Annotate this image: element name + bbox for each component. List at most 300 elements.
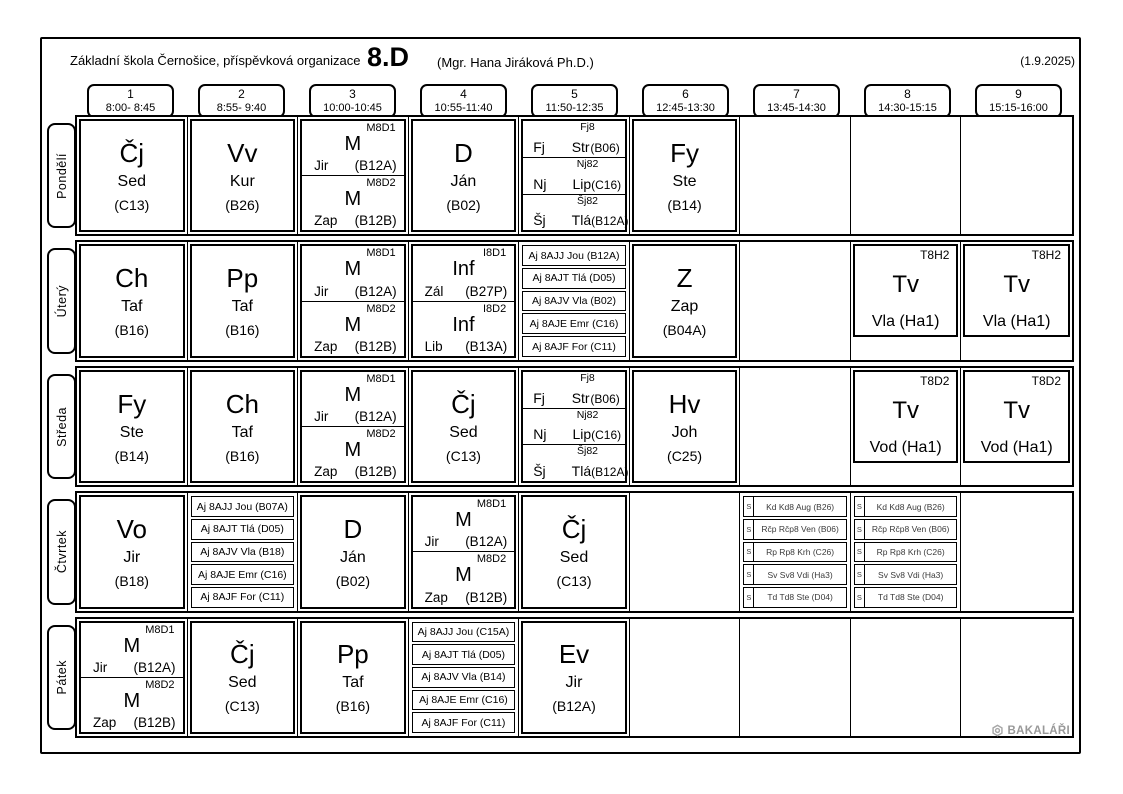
lesson-box (79, 119, 185, 232)
room-label: (B12A) (354, 283, 397, 299)
lesson-box (411, 370, 517, 483)
language-split-box (521, 119, 627, 232)
group-list-item: Aj 8AJF For (C11) (191, 587, 295, 608)
lesson-box (190, 244, 296, 357)
room-label: (B02) (335, 572, 370, 589)
timetable-cell (409, 493, 520, 610)
timetable-cell (77, 619, 188, 736)
room-label: (B12B) (354, 213, 397, 229)
group-half (413, 246, 515, 300)
period-header-cell (297, 84, 408, 118)
subject-label: Vv (227, 137, 258, 168)
room-label: (B12A) (354, 409, 397, 425)
timetable-cell (519, 368, 630, 485)
timetable-cell (630, 117, 741, 234)
subject-label: Inf (452, 313, 475, 336)
seminar-list-item (854, 519, 958, 540)
period-time: 13:45-14:30 (767, 102, 826, 114)
period-number: 1 (127, 87, 134, 101)
subject-label: Tv (892, 396, 919, 424)
subject-label: Fj (533, 389, 545, 406)
teacher-label: Ján (339, 548, 366, 566)
timetable-cell (740, 619, 851, 736)
seminar-list-item (743, 542, 847, 563)
teacher-label: Taf (231, 298, 253, 316)
teacher-label: Ján (450, 172, 477, 190)
class-title: 8.D (367, 42, 410, 72)
subject-label: Čj (230, 639, 255, 670)
room-label: (B16) (225, 322, 260, 339)
teacher-label: Sed (449, 423, 478, 441)
subject-label: Pp (336, 639, 369, 670)
group-label: I8D1 (482, 247, 507, 260)
subject-label: Inf (452, 258, 475, 281)
room-label: (B12A) (552, 698, 596, 715)
timetable-cell (409, 117, 520, 234)
timetable-cell (188, 493, 299, 610)
lesson-box (963, 370, 1070, 463)
subject-label: Šj (533, 463, 546, 480)
room-label: (B12A) (591, 214, 629, 229)
period-number: 7 (793, 87, 800, 101)
period-header (864, 84, 951, 118)
teacher-label: Lip (572, 426, 592, 443)
teacher-label: Sed (228, 674, 257, 692)
day-name: Středa (54, 406, 69, 447)
lesson-split-box (300, 244, 406, 357)
subject-label: Nj (533, 426, 547, 443)
subject-label: M (123, 689, 141, 712)
timetable-cell (740, 242, 851, 359)
room-label: (C13) (224, 698, 260, 715)
lesson-box (79, 370, 185, 483)
room-label: (C16) (591, 428, 622, 443)
group-list-box (411, 621, 517, 734)
room-label: (B02) (446, 196, 481, 213)
lesson-box (190, 370, 296, 483)
lesson-box (300, 621, 406, 734)
subject-label: Z (676, 263, 693, 294)
timetable-cell (188, 619, 299, 736)
seminar-tag: S (855, 497, 865, 516)
seminar-text: Td Td8 Ste (D04) (877, 592, 944, 603)
group-label: T8D2 (920, 373, 950, 388)
timetable-cell (740, 117, 851, 234)
group-half (81, 623, 183, 677)
period-header-cell (408, 84, 519, 118)
group-half (302, 372, 404, 426)
seminar-text: Kd Kd8 Aug (B26) (876, 501, 945, 512)
group-label: M8D1 (366, 372, 396, 385)
subject-label: M (123, 634, 141, 657)
teacher-label: Tlá (571, 463, 592, 480)
period-time: 12:45-13:30 (656, 102, 715, 114)
lesson-box (190, 621, 296, 734)
group-label: M8D2 (366, 302, 396, 315)
period-number: 6 (682, 87, 689, 101)
language-section (523, 444, 629, 481)
subject-label: Tv (1003, 396, 1031, 424)
group-label: Fj8 (580, 121, 595, 133)
seminar-tag: S (744, 543, 754, 562)
group-list-item: Aj 8AJT Tlá (D05) (191, 519, 295, 540)
period-header (87, 84, 174, 118)
lesson-box (632, 370, 738, 483)
language-line (533, 463, 629, 480)
room-label: (C13) (114, 196, 150, 213)
seminar-list-box (742, 495, 848, 608)
group-list-item: Aj 8AJT Tlá (D05) (412, 644, 516, 665)
room-label: (B18) (114, 572, 149, 589)
period-time: 10:55-11:40 (434, 102, 493, 114)
room-label: (C13) (556, 572, 592, 589)
day-label (47, 248, 76, 353)
lesson-box (853, 370, 959, 463)
period-time: 15:15-16:00 (989, 102, 1048, 114)
day-row (75, 491, 1074, 612)
timetable-cell (961, 242, 1072, 359)
timetable-cell (188, 117, 299, 234)
period-number: 8 (904, 87, 911, 101)
subject-label: Ev (558, 639, 590, 670)
timetable-cell (961, 493, 1072, 610)
school-name: Základní škola Černošice, příspěvková organizace (70, 53, 361, 68)
group-half (413, 551, 515, 606)
timetable-cell (298, 368, 409, 485)
teacher-label: Jir (314, 283, 329, 299)
seminar-tag: S (855, 588, 865, 607)
seminar-list-item (743, 587, 847, 608)
teacher-label: Taf (121, 298, 143, 316)
seminar-text: Rp Rp8 Krh (C26) (876, 546, 945, 557)
lesson-box (79, 495, 185, 608)
group-label: M8D1 (366, 247, 396, 260)
group-half (302, 175, 404, 230)
group-list-item: Aj 8AJJ Jou (B12A) (522, 245, 626, 266)
group-list-item: Aj 8AJJ Jou (B07A) (191, 496, 295, 517)
subject-label: Čj (561, 513, 587, 544)
language-line (533, 427, 620, 441)
group-list-box (521, 244, 627, 357)
day-label (47, 499, 76, 604)
group-label: T8H2 (1031, 248, 1061, 263)
brand-label: BAKALÁŘI (1007, 724, 1070, 737)
language-section (523, 121, 625, 157)
teacher-label: Joh (671, 423, 698, 441)
lesson-split-box (300, 119, 406, 232)
subject-label: D (343, 513, 363, 544)
group-label: M8D1 (476, 498, 507, 511)
room-label: (C16) (591, 177, 622, 192)
group-label: I8D2 (482, 302, 507, 315)
group-list-box (190, 495, 296, 608)
timetable-cell (961, 368, 1072, 485)
period-number: 3 (349, 87, 356, 101)
group-label: M8D2 (145, 678, 175, 691)
period-header-cell (630, 84, 741, 118)
seminar-text: Sv Sv8 Vdi (Ha3) (767, 569, 833, 580)
day-label-slot (47, 115, 76, 236)
room-label: (B16) (225, 447, 260, 464)
day-label-slot (47, 366, 76, 487)
seminar-text: Kd Kd8 Aug (B26) (766, 501, 835, 512)
period-time: 14:30-15:15 (878, 102, 937, 114)
timetable-cell (519, 619, 630, 736)
subject-label: M (455, 564, 472, 587)
room-label: (B12A) (354, 158, 397, 174)
seminar-list-item (743, 496, 847, 517)
room-label: (B12A) (591, 465, 629, 480)
day-row (75, 240, 1074, 361)
teacher-label: Zap (424, 589, 448, 605)
day-label-slot (47, 240, 76, 361)
timetable-cell (77, 117, 188, 234)
timetable-cell (851, 493, 962, 610)
seminar-list-item (854, 542, 958, 563)
seminar-list-item (854, 496, 958, 517)
teacher-label: Lip (572, 175, 592, 192)
group-label: M8D1 (145, 623, 175, 636)
period-number: 5 (571, 87, 578, 101)
room-label: (B12B) (465, 589, 508, 605)
language-section (523, 194, 629, 231)
seminar-list-item (743, 564, 847, 585)
day-label-slot (47, 617, 76, 738)
group-label: Šj82 (576, 194, 598, 207)
subject-label: Pp (226, 263, 259, 294)
subject-label: D (454, 137, 473, 168)
timetable-cell (851, 242, 962, 359)
timetable-cell (851, 117, 962, 234)
group-label: Fj8 (580, 371, 595, 384)
timetable-grid (75, 115, 1074, 738)
subject-label: Vo (116, 513, 147, 544)
subject-label: Tv (1003, 271, 1031, 299)
print-date: (1.9.2025) (1020, 54, 1075, 68)
teacher-label: Jir (424, 534, 439, 550)
group-list-item: Aj 8AJT Tlá (D05) (522, 268, 626, 289)
timetable-cell (409, 242, 520, 359)
group-half (302, 301, 404, 356)
timetable-cell (851, 619, 962, 736)
teacher-room-label: Vla (Ha1) (982, 313, 1051, 331)
teacher-room-label: Vod (Ha1) (980, 438, 1053, 456)
teacher-label: Jir (314, 158, 329, 174)
room-label: (B12B) (133, 715, 176, 731)
teacher-label: Jir (565, 674, 583, 692)
subject-label: M (455, 509, 472, 532)
seminar-list-box (853, 495, 959, 608)
group-list-item: Aj 8AJF For (C11) (522, 336, 626, 357)
teacher-label: Zap (314, 464, 338, 480)
timetable-cell (740, 493, 851, 610)
day-label (47, 625, 76, 730)
room-label: (B06) (590, 391, 620, 406)
room-label: (B16) (114, 322, 149, 339)
lesson-box (300, 495, 406, 608)
period-header-cell (963, 84, 1074, 118)
teacher-label: Lib (424, 338, 443, 354)
subject-label: M (344, 439, 362, 462)
class-teacher: (Mgr. Hana Jiráková Ph.D.) (437, 55, 594, 70)
timetable-cell (188, 368, 299, 485)
group-label: T8H2 (920, 248, 950, 263)
timetable-cell (298, 242, 409, 359)
timetable-cell (519, 493, 630, 610)
seminar-list-item (854, 564, 958, 585)
timetable-cell (630, 493, 741, 610)
timetable-cell (298, 619, 409, 736)
timetable-cell (409, 368, 520, 485)
timetable-cell (298, 493, 409, 610)
teacher-label: Jir (314, 409, 329, 425)
room-label: (B14) (114, 447, 149, 464)
teacher-label: Ste (672, 172, 697, 190)
room-label: (C13) (445, 447, 481, 464)
seminar-text: Rp Rp8 Krh (C26) (766, 546, 835, 557)
room-label: (B12A) (133, 659, 176, 675)
subject-label: M (344, 133, 362, 155)
group-list-item: Aj 8AJV Vla (B02) (522, 291, 626, 312)
teacher-label: Str (571, 138, 590, 155)
room-label: (B16) (335, 698, 370, 715)
group-label: T8D2 (1031, 373, 1061, 388)
subject-label: Ch (115, 263, 149, 294)
group-label: M8D2 (366, 177, 396, 190)
day-row (75, 115, 1074, 236)
lesson-box (521, 495, 627, 608)
language-line (533, 140, 620, 154)
room-label: (B06) (590, 140, 620, 155)
group-half (413, 301, 515, 356)
timetable-cell (961, 619, 1072, 736)
subject-label: Nj (533, 175, 547, 192)
subject-label: Ch (225, 388, 259, 419)
subject-label: Fy (670, 137, 699, 168)
room-label: (B12B) (354, 338, 397, 354)
lesson-box (190, 119, 296, 232)
subject-label: M (344, 188, 362, 211)
period-header (531, 84, 618, 118)
lesson-box (963, 244, 1070, 337)
seminar-tag: S (744, 520, 754, 539)
subject-label: Fy (117, 388, 147, 419)
timetable-cell (961, 117, 1072, 234)
teacher-label: Str (571, 389, 590, 406)
seminar-tag: S (744, 565, 754, 584)
group-label: Šj82 (576, 445, 598, 458)
period-number: 4 (460, 87, 467, 101)
period-header-cell (741, 84, 852, 118)
subject-label: Fj (533, 138, 545, 155)
seminar-tag: S (744, 588, 754, 607)
teacher-label: Zál (424, 283, 444, 299)
seminar-tag: S (744, 497, 754, 516)
gear-icon (991, 724, 1004, 737)
group-half (413, 497, 515, 551)
room-label: (B26) (225, 196, 260, 213)
teacher-label: Tlá (571, 212, 592, 229)
timetable-cell (519, 242, 630, 359)
day-name: Pátek (54, 660, 69, 695)
seminar-list-item (854, 587, 958, 608)
group-label: M8D2 (366, 428, 396, 441)
period-header-cell (519, 84, 630, 118)
group-label: Nj82 (576, 408, 599, 421)
seminar-tag: S (855, 543, 865, 562)
seminar-tag: S (855, 520, 865, 539)
group-half (81, 677, 183, 732)
period-header (642, 84, 729, 118)
timetable-cell (630, 368, 741, 485)
timetable-cell (77, 493, 188, 610)
language-split-box (521, 370, 627, 483)
lesson-box (632, 244, 738, 357)
period-header (198, 84, 285, 118)
room-label: (B12B) (354, 464, 397, 480)
teacher-label: Jir (93, 659, 108, 675)
day-row (75, 617, 1074, 738)
seminar-list-item (743, 519, 847, 540)
period-header (309, 84, 396, 118)
timetable-cell (630, 242, 741, 359)
lesson-box (411, 119, 517, 232)
period-number: 2 (238, 87, 245, 101)
timetable-cell (77, 368, 188, 485)
teacher-label: Taf (231, 423, 253, 441)
period-header-cell (186, 84, 297, 118)
lesson-split-box (411, 244, 517, 357)
subject-label: M (344, 258, 362, 281)
lesson-box (79, 244, 185, 357)
day-row (75, 366, 1074, 487)
subject-label: Hv (668, 388, 701, 419)
subject-label: M (344, 383, 362, 406)
period-time: 8:55- 9:40 (216, 102, 267, 114)
group-label: Nj82 (576, 157, 599, 170)
seminar-text: Sv Sv8 Vdi (Ha3) (878, 569, 944, 580)
seminar-tag: S (855, 565, 865, 584)
teacher-room-label: Vod (Ha1) (869, 438, 942, 456)
period-time: 8:00- 8:45 (105, 102, 156, 114)
period-time: 11:50-12:35 (545, 102, 604, 114)
subject-label: Tv (892, 271, 919, 299)
day-label-column (47, 115, 76, 738)
period-time: 10:00-10:45 (323, 102, 382, 114)
day-label (47, 123, 76, 228)
language-section (523, 408, 625, 445)
day-name: Čtvrtek (54, 530, 69, 574)
room-label: (B13A) (465, 338, 508, 354)
language-section (523, 157, 625, 194)
lesson-split-box (300, 370, 406, 483)
period-header (975, 84, 1062, 118)
lesson-box (632, 119, 738, 232)
seminar-text: Td Td8 Ste (D04) (767, 592, 833, 603)
timetable-cell (851, 368, 962, 485)
lesson-box (521, 621, 627, 734)
room-label: (B27P) (465, 283, 508, 299)
period-number: 9 (1015, 87, 1022, 101)
subject-label: Čj (451, 388, 476, 419)
language-line (533, 391, 620, 405)
teacher-room-label: Vla (Ha1) (871, 313, 940, 331)
teacher-label: Zap (93, 715, 117, 731)
timetable-cell (519, 117, 630, 234)
teacher-label: Zap (314, 338, 338, 354)
teacher-label: Taf (342, 674, 364, 692)
timetable-cell (409, 619, 520, 736)
